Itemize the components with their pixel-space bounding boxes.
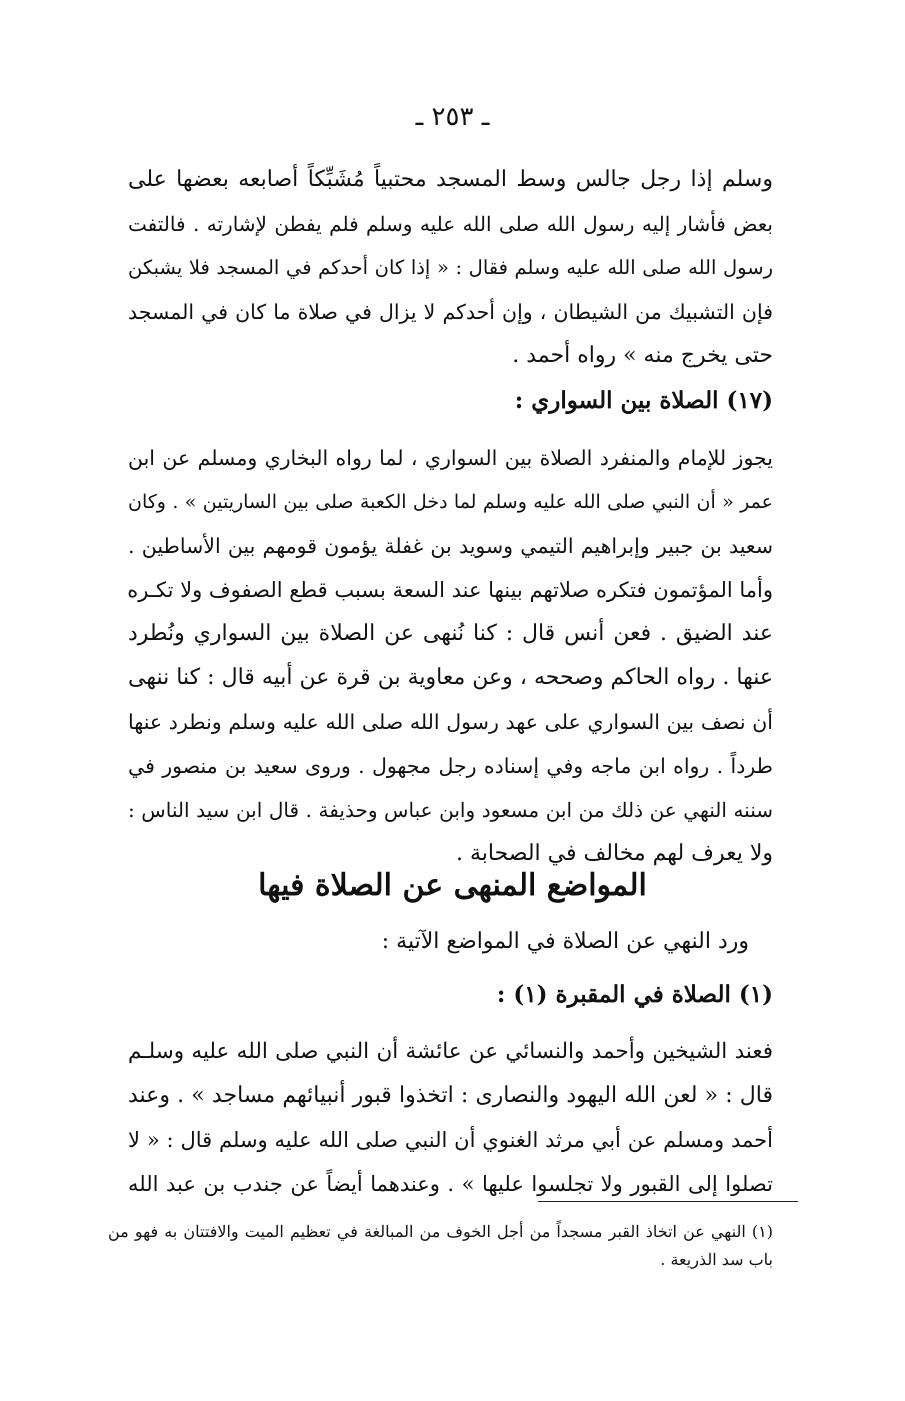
- text-line: وسلم إذا رجل جالس وسط المسجد محتبياً مُشَبِّكاً أصابعه بعضها على: [128, 167, 773, 192]
- text-line: وأما المؤتمون فتكره صلاتهم بينها عند السعة بسبب قطع الصفوف ولا تكـره: [127, 578, 773, 602]
- section-heading-17: [128, 379, 773, 423]
- page-number: ـ ٢٥٣ ـ: [415, 102, 490, 132]
- text-line: أحمد ومسلم عن أبي مرثد الغنوي أن النبي صلى الله عليه وسلم قال : « لا: [128, 1128, 773, 1152]
- footnote-line: (١) النهي عن اتخاذ القبر مسجداً من أجل الخوف من المبالغة في تعظيم الميت والافتتان به فهو من: [108, 1222, 773, 1241]
- footnote-rule: [538, 1201, 798, 1202]
- intro-line: [128, 920, 773, 964]
- text-line: ولا يعرف لهم مخالف في الصحابة .: [455, 841, 773, 866]
- text-line: ورد النهي عن الصلاة في المواضع الآتية :: [381, 929, 749, 954]
- text-line: بعض فأشار إليه رسول الله صلى الله عليه وسلم فلم يفطن لإشارته . فالتفت: [128, 212, 773, 236]
- main-heading: المواضع المنهى عن الصلاة فيها: [258, 868, 647, 903]
- section-heading-1: [128, 973, 773, 1017]
- text-line: تصلوا إلى القبور ولا تجلسوا عليها » . وعندهما أيضاً عن جندب بن عبد الله: [128, 1172, 773, 1196]
- text-line: قال : « لعن الله اليهود والنصارى : اتخذوا قبور أنبيائهم مساجد » . وعند: [128, 1083, 773, 1108]
- text-line: أن نصف بين السواري على عهد رسول الله صلى الله عليه وسلم ونطرد عنها: [128, 710, 773, 734]
- text-line: فعند الشيخين وأحمد والنسائي عن عائشة أن النبي صلى الله عليه وسلـم: [128, 1039, 773, 1064]
- text-line: عند الضيق . فعن أنس قال : كنا نُنهى عن الصلاة بين السواري ونُطرد: [128, 621, 773, 646]
- subheading: (١) الصلاة في المقبرة (١) :: [496, 981, 773, 1008]
- text-line: عنها . رواه الحاكم وصححه ، وعن معاوية بن قرة عن أبيه قال : كنا ننهى: [128, 665, 773, 690]
- footnote: [108, 1218, 773, 1274]
- text-line: سعيد بن جبير وإبراهيم التيمي وسويد بن غفلة يؤمون قومهم بين الأساطين .: [128, 534, 773, 558]
- text-line: عمر « أن النبي صلى الله عليه وسلم لما دخل الكعبة صلى بين الساريتين » . وكان: [128, 491, 773, 513]
- text-line: فإن التشبيك من الشيطان ، وإن أحدكم لا يزال في صلاة ما كان في المسجد: [128, 300, 773, 324]
- subheading: (١٧) الصلاة بين السواري :: [514, 387, 773, 414]
- footnote-line: باب سد الذريعة .: [660, 1250, 773, 1269]
- text-line: حتى يخرج منه » رواه أحمد .: [512, 343, 773, 368]
- text-line: سننه النهي عن ذلك من ابن مسعود وابن عباس وحذيفة . قال ابن سيد الناس :: [128, 798, 773, 822]
- text-line: طرداً . رواه ابن ماجه وفي إسناده رجل مجهول . وروى سعيد بن منصور في: [128, 754, 773, 778]
- paragraph-sawari: [128, 436, 773, 876]
- paragraph-hadith-tashbik: [128, 158, 773, 378]
- text-line: يجوز للإمام والمنفرد الصلاة بين السواري ، لما رواه البخاري ومسلم عن ابن: [128, 446, 773, 470]
- text-line: رسول الله صلى الله عليه وسلم فقال : « إذا كان أحدكم في المسجد فلا يشبكن: [128, 256, 773, 279]
- paragraph-maqbara: [128, 1030, 773, 1206]
